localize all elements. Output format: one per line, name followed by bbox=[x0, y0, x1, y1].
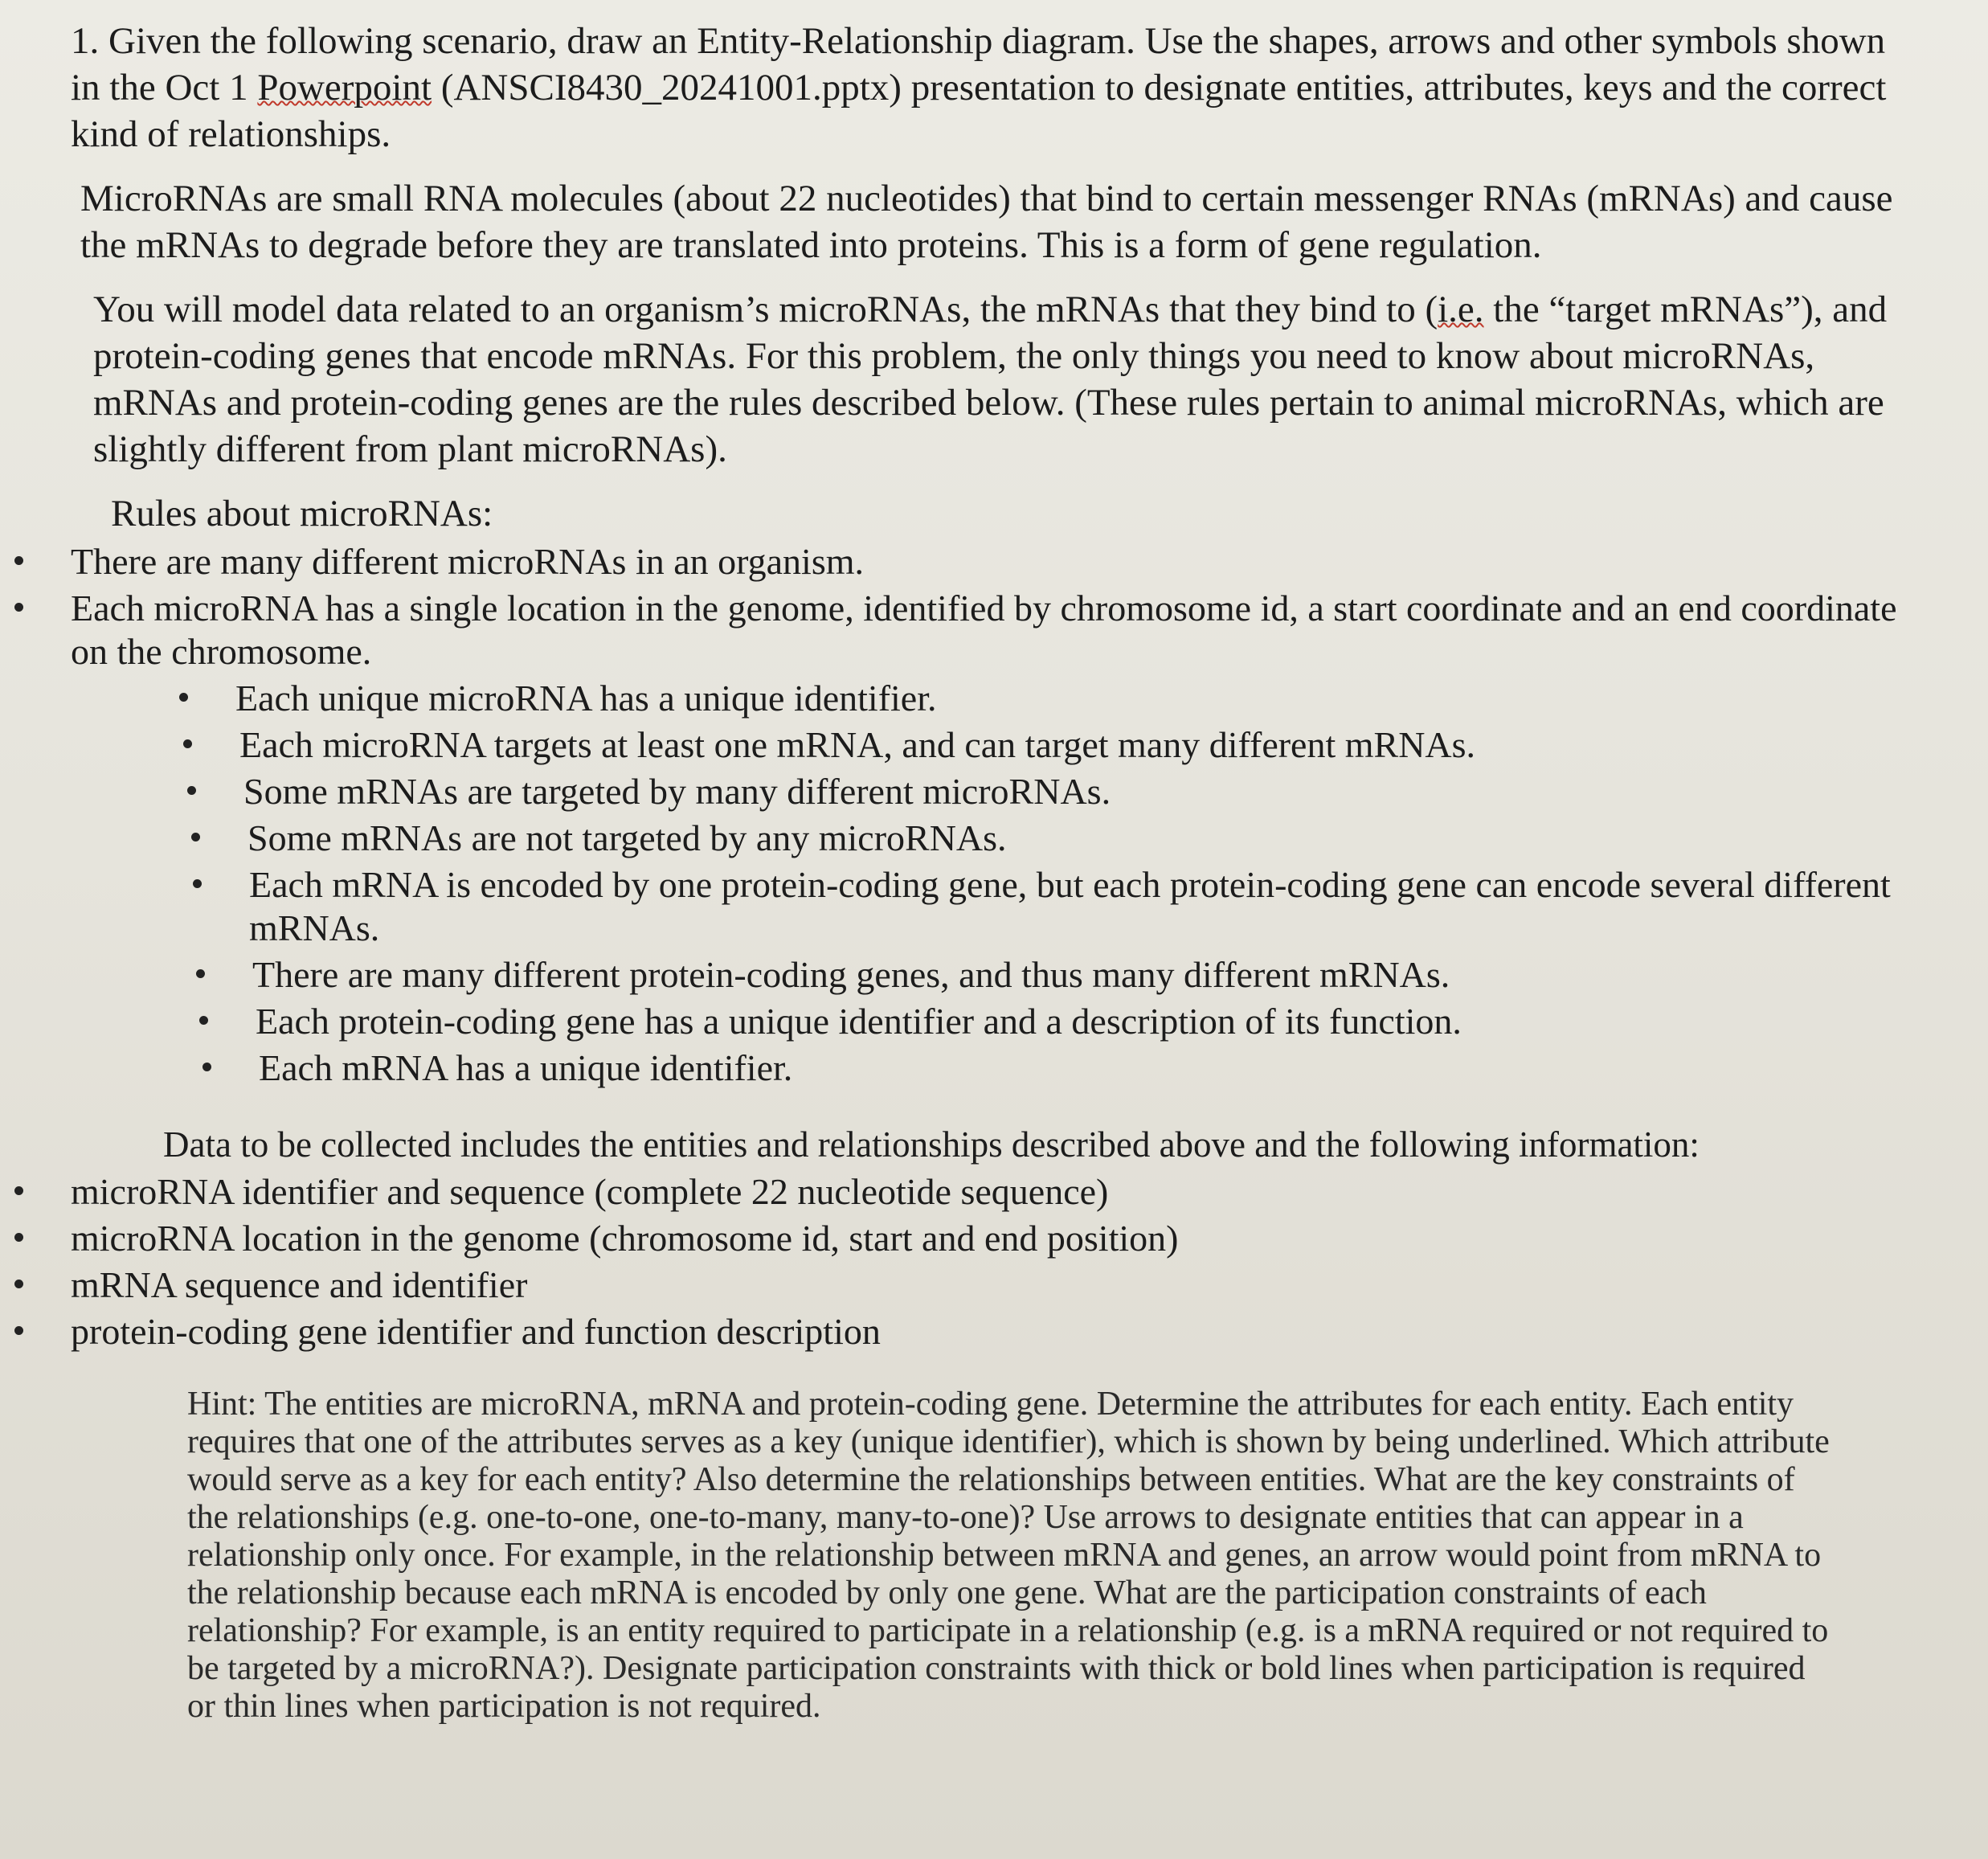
bullet-icon bbox=[179, 693, 188, 702]
list-item: microRNA identifier and sequence (complete 22 nucleotide sequence) bbox=[71, 1170, 1932, 1214]
bullet-icon bbox=[14, 556, 23, 565]
bullet-icon bbox=[14, 1326, 23, 1335]
list-item: Each microRNA has a single location in the genome, identified by chromosome id, a start coordinate and an end coordinate on the chromosome. bbox=[71, 587, 1932, 674]
bullet-icon bbox=[14, 1233, 23, 1242]
rules-list bbox=[71, 540, 1932, 1090]
list-item: Some mRNAs are targeted by many different microRNAs. bbox=[243, 770, 1932, 813]
rules-heading: Rules about microRNAs: bbox=[111, 493, 493, 534]
list-item: mRNA sequence and identifier bbox=[71, 1263, 1932, 1307]
model-description bbox=[93, 286, 1909, 473]
bullet-icon bbox=[14, 1280, 23, 1288]
bullet-icon bbox=[199, 1016, 208, 1025]
list-item: There are many different protein-coding genes, and thus many different mRNAs. bbox=[252, 953, 1932, 997]
bullet-icon bbox=[187, 786, 196, 795]
misspelled-abbreviation: i.e. bbox=[1438, 289, 1484, 330]
bullet-icon bbox=[196, 969, 205, 978]
question-intro-end: (ANSCI8430_20241001.pptx) presentation to designate entities, attributes, keys and the correct kind of relationships. bbox=[71, 67, 1887, 155]
model-description-end: the “target mRNAs”), and protein-coding genes that encode mRNAs. For this problem, the only things you need to know about microRNAs, mRNAs and protein-coding genes are the rules described below. (These rules pertain to animal microRNAs, which are slightly different from plant microRNAs). bbox=[93, 289, 1888, 470]
bullet-icon bbox=[183, 739, 192, 748]
bullet-icon bbox=[193, 879, 202, 888]
misspelled-word: Powerpoint bbox=[257, 67, 432, 109]
list-item: protein-coding gene identifier and function description bbox=[71, 1310, 1932, 1353]
question-intro bbox=[71, 18, 1887, 158]
list-item: microRNA location in the genome (chromosome id, start and end position) bbox=[71, 1217, 1932, 1260]
list-item: Each unique microRNA has a unique identifier. bbox=[235, 677, 1932, 720]
list-item: Each protein-coding gene has a unique identifier and a description of its function. bbox=[256, 1000, 1932, 1043]
hint-paragraph: Hint: The entities are microRNA, mRNA and protein-coding gene. Determine the attributes for each entity. Each entity requires that one of the attributes serves as a key (unique identifier), which is shown by being underlined. Which attribute would serve as a key for each entity? Also determine the relationships between entities. What are the key constraints of the relationships (e.g. one-to-one, one-to-many, many-to-one)? Use arrows to designate entities that can appear in a relationship only once. For example, in the relationship between mRNA and genes, an arrow would point from mRNA to the relationship because each mRNA is encoded by only one gene. What are the participation constraints of each relationship? For example, is an entity required to participate in a relationship (e.g. is a mRNA required or not required to be targeted by a microRNA?). Designate participation constraints with thick or bold lines when participation is required or thin lines when participation is not required. bbox=[187, 1386, 1830, 1725]
bullet-icon bbox=[14, 1186, 23, 1195]
bullet-icon bbox=[202, 1063, 211, 1071]
data-collected-list bbox=[71, 1170, 1932, 1353]
list-item: Each microRNA targets at least one mRNA, and can target many different mRNAs. bbox=[239, 723, 1932, 767]
list-item: There are many different microRNAs in an organism. bbox=[71, 540, 1932, 583]
model-description-start: You will model data related to an organism’s microRNAs, the mRNAs that they bind to ( bbox=[93, 289, 1438, 330]
bullet-icon bbox=[14, 603, 23, 612]
question-intro-start: 1. Given the following scenario, draw an Entity-Relationship diagram. Use the shapes, arrows and other symbols shown in the Oct 1 bbox=[71, 20, 1886, 109]
list-item: Each mRNA has a unique identifier. bbox=[259, 1046, 1932, 1090]
list-item: Some mRNAs are not targeted by any microRNAs. bbox=[247, 817, 1932, 860]
bullet-icon bbox=[191, 833, 200, 841]
data-collected-heading: Data to be collected includes the entities and relationships described above and the following information: bbox=[163, 1124, 1700, 1165]
microrna-description: MicroRNAs are small RNA molecules (about 22 nucleotides) that bind to certain messenger RNAs (mRNAs) and cause the mRNAs to degrade before they are translated into proteins. This is a form of gene regulation. bbox=[80, 178, 1893, 266]
list-item: Each mRNA is encoded by one protein-coding gene, but each protein-coding gene can encode several different mRNAs. bbox=[249, 863, 1932, 950]
